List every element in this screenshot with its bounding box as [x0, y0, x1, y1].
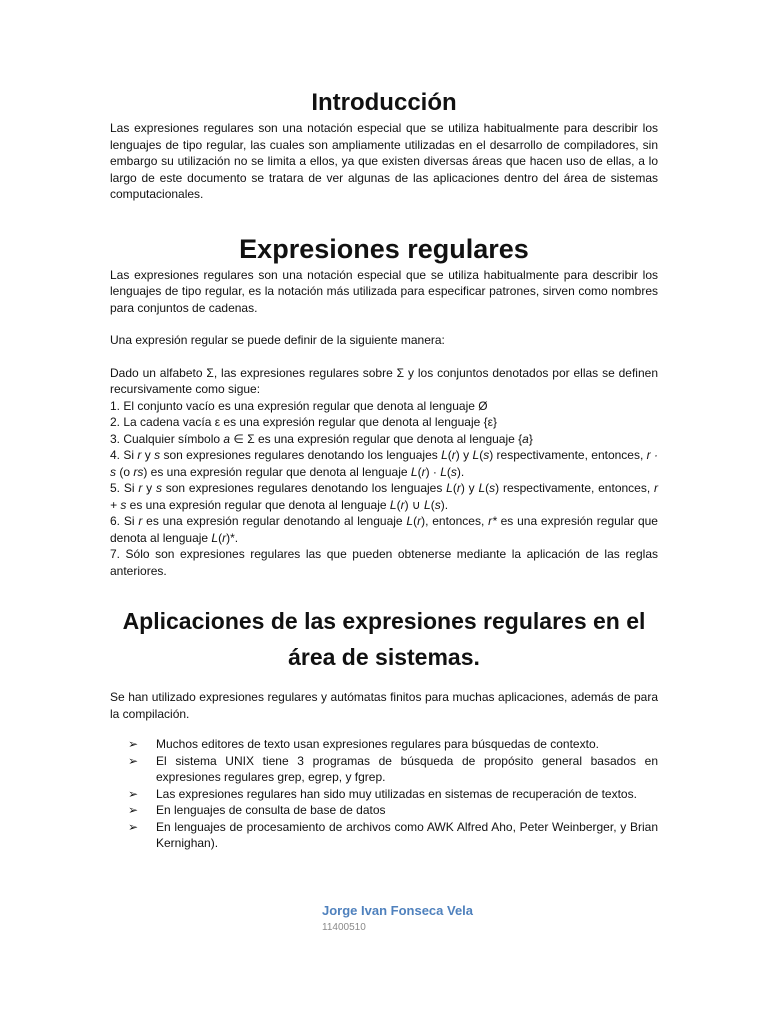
rule-item — [110, 414, 658, 431]
intro-heading: Introducción — [311, 89, 457, 116]
rule-text: ( — [417, 464, 422, 479]
rule-math: r — [137, 448, 142, 462]
rule-text: ∈ Σ es una expresión regular que denota al lenguaje { — [230, 431, 523, 446]
rule-text: es una expresión regular que denota al lenguaje — [126, 497, 390, 512]
rule-text: ( — [479, 448, 484, 462]
rule-math: s — [155, 481, 162, 495]
arrow-bullet-icon: ➢ — [128, 753, 139, 768]
rule-text: ) y — [455, 448, 473, 462]
list-item — [110, 786, 658, 803]
rule-text: 2. La cadena vacía ε es una expresión regular que denota al lenguaje {ε} — [110, 415, 497, 429]
rule-text: son expresiones regulares denotando los lenguajes — [161, 481, 447, 495]
list-item-text: Las expresiones regulares han sido muy utilizadas en sistemas de recuperación de textos. — [156, 786, 637, 801]
rule-math: L — [441, 448, 448, 462]
rule-text: ( — [413, 514, 418, 528]
rule-math: L — [446, 481, 453, 495]
rule-math: r + s — [110, 481, 658, 512]
rule-text: 6. Si — [110, 514, 139, 528]
rule-text: } — [528, 431, 533, 446]
rule-text: (o — [116, 464, 134, 479]
rule-math: r — [222, 530, 227, 545]
rule-math: s — [450, 464, 457, 479]
arrow-bullet-icon: ➢ — [128, 786, 139, 801]
rule-text: ), entonces, — [421, 514, 489, 528]
rule-text: es una expresión regular que denota al lenguaje — [110, 514, 658, 545]
rule-text: ( — [452, 481, 457, 495]
rule-math: s — [434, 497, 441, 512]
intro-paragraph: Las expresiones regulares son una notación especial que se utiliza habitualmente para describir los lenguajes de tipo regular, las cuales son ampliamente utilizadas en el desarrollo de compiladores, sin embargo su utilización no se limita a ellos, ya que existen diversas áreas que hacen uso de ellas, a lo largo de este documento se tratara de ver algunas de las aplicaciones dentro del área de sistemas computacionales. — [110, 121, 658, 201]
rule-text: y — [141, 448, 155, 462]
rule-math: r — [456, 481, 461, 495]
spacer — [110, 316, 658, 332]
list-item-text: En lenguajes de consulta de base de datos — [156, 803, 386, 817]
rule-text: 4. Si — [110, 448, 138, 462]
rule-text: ) respectivamente, entonces, — [489, 448, 647, 462]
rule-text: 1. El conjunto vacío es una expresión regular que denota al lenguaje Ø — [110, 398, 488, 413]
rule-text: ) · — [425, 464, 441, 479]
arrow-bullet-icon: ➢ — [128, 819, 139, 834]
rule-math: a — [223, 431, 231, 446]
rule-text: ( — [218, 530, 223, 545]
rule-math: L — [478, 481, 486, 495]
rule-item — [110, 513, 658, 546]
expresiones-paragraph: Las expresiones regulares son una notación especial que se utiliza habitualmente para describir los lenguajes de tipo regular, es la notación más utilizada para especificar patrones, sirven como nombres para conjuntos de cadenas. — [110, 267, 658, 315]
rule-text: 5. Si — [110, 481, 139, 495]
rule-text: 3. Cualquier símbolo — [110, 431, 224, 446]
rule-item — [110, 447, 658, 480]
rule-math: r — [138, 481, 143, 495]
rule-math: L — [389, 497, 397, 512]
list-item — [110, 753, 658, 786]
aplicaciones-list — [110, 736, 658, 852]
rule-math: a — [522, 431, 529, 446]
rule-item — [110, 546, 658, 579]
arrow-bullet-icon: ➢ — [128, 737, 139, 751]
rule-math: s — [154, 448, 161, 462]
expresiones-heading: Expresiones regulares — [239, 233, 529, 264]
rules-list — [110, 398, 658, 580]
rule-math: r* — [488, 514, 497, 528]
alphabet-intro: Dado un alfabeto Σ, las expresiones regulares sobre Σ y los conjuntos denotados por ellas se definen recursivamente como sigue: — [110, 365, 658, 396]
list-item — [110, 736, 658, 753]
rule-math: r — [400, 497, 405, 512]
rule-math: r — [417, 514, 422, 528]
rule-math: rs — [133, 464, 144, 479]
list-item — [110, 802, 658, 819]
author-name: Jorge Ivan Fonseca Vela — [322, 903, 474, 918]
list-item-text: El sistema UNIX tiene 3 programas de búsqueda de propósito general basados en expresiones regulares grep, egrep, y fgrep. — [156, 753, 658, 784]
spacer — [110, 349, 658, 365]
rule-math: s — [489, 481, 496, 495]
list-item-text: En lenguajes de procesamiento de archivos como AWK Alfred Aho, Peter Weinberger, y Brian Kernighan). — [156, 819, 658, 850]
rule-math: L — [440, 464, 447, 479]
rule-item — [110, 398, 658, 415]
rule-math: r — [421, 464, 426, 479]
rule-text: )*. — [226, 530, 239, 545]
rule-math: s — [483, 448, 490, 462]
rule-math: L — [424, 497, 431, 512]
arrow-bullet-icon: ➢ — [128, 803, 139, 817]
rule-text: ). — [456, 464, 465, 479]
rule-math: r — [138, 514, 143, 528]
rule-item — [110, 431, 658, 448]
definition-intro: Una expresión regular se puede definir de la siguiente manera: — [110, 333, 445, 347]
rule-math: L — [472, 448, 480, 462]
list-item-text: Muchos editores de texto usan expresiones regulares para búsquedas de contexto. — [156, 737, 599, 751]
rule-text: 7. Sólo son expresiones regulares las que pueden obtenerse mediante la aplicación de las reglas anteriores. — [110, 547, 658, 578]
list-item — [110, 819, 658, 852]
rule-text: ) ∪ — [404, 497, 425, 512]
rule-text: ( — [396, 497, 401, 512]
rule-text: son expresiones regulares denotando los lenguajes — [160, 448, 442, 462]
rule-text: ) y — [460, 481, 479, 495]
student-id: 11400510 — [322, 922, 366, 933]
rule-math: L — [410, 464, 418, 479]
rule-text: es una expresión regular denotando al lenguaje — [142, 514, 407, 528]
rule-item — [110, 480, 658, 513]
rule-text: ( — [447, 448, 452, 462]
document-body — [110, 86, 658, 852]
rule-text: ) es una expresión regular que denota al lenguaje — [143, 464, 411, 479]
rule-text: ( — [485, 481, 490, 495]
rule-math: r — [451, 448, 456, 462]
rule-text: y — [142, 481, 156, 495]
rule-math: L — [406, 514, 414, 528]
rule-text: ). — [440, 497, 449, 512]
aplicaciones-paragraph: Se han utilizado expresiones regulares y autómatas finitos para muchas aplicaciones, además de para la compilación. — [110, 690, 658, 721]
aplicaciones-heading: Aplicaciones de las expresiones regulares en el área de sistemas. — [122, 608, 646, 670]
rule-text: ) respectivamente, entonces, — [495, 481, 654, 495]
rule-math: r · s — [110, 448, 659, 479]
rule-math: L — [211, 530, 219, 545]
rule-text: ( — [430, 497, 435, 512]
rule-text: ( — [446, 464, 451, 479]
